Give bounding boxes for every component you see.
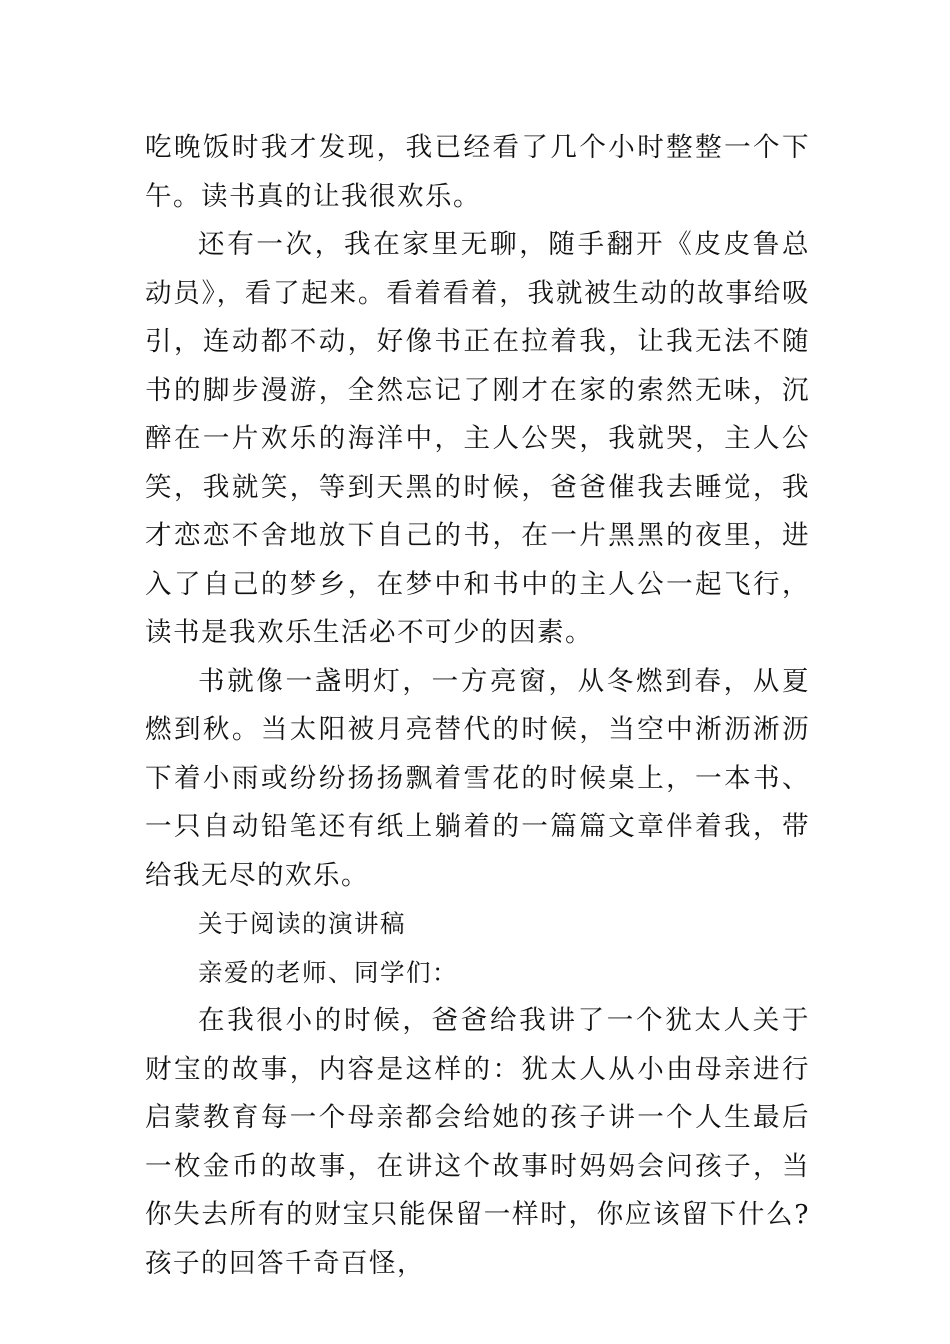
paragraph-pipilu-story: 还有一次，我在家里无聊，随手翻开《皮皮鲁总动员》，看了起来。看着看着，我就被生动的故事给吸引，连动都不动，好像书正在拉着我，让我无法不随书的脚步漫游，全然忘记了刚才在家的索然无味，沉醉在一片欢乐的海洋中，主人公哭，我就哭，主人公笑，我就笑，等到天黑的时候，爸爸催我去睡觉，我才恋恋不舍地放下自己的书，在一片黑黑的夜里，进入了自己的梦乡，在梦中和书中的主人公一起飞行，读书是我欢乐生活必不可少的因素。: [145, 229, 810, 648]
document-body: [145, 124, 810, 1288]
paragraph-book-lamp: 书就像一盏明灯，一方亮窗，从冬燃到春，从夏燃到秋。当太阳被月亮替代的时候，当空中淅沥淅沥下着小雨或纷纷扬扬飘着雪花的时候桌上，一本书、一只自动铅笔还有纸上躺着的一篇篇文章伴着我，带给我无尽的欢乐。: [145, 665, 810, 891]
paragraph-continuation: 吃晚饭时我才发现，我已经看了几个小时整整一个下午。读书真的让我很欢乐。: [145, 132, 810, 212]
speech-salutation: 亲爱的老师、同学们：: [198, 957, 458, 987]
speech-title: 关于阅读的演讲稿: [198, 909, 406, 938]
paragraph-jewish-treasure-story: 在我很小的时候，爸爸给我讲了一个犹太人关于财宝的故事，内容是这样的：犹太人从小由母亲进行启蒙教育每一个母亲都会给她的孩子讲一个人生最后一枚金币的故事，在讲这个故事时妈妈会问孩子，当你失去所有的财宝只能保留一样时，你应该留下什么?孩子的回答千奇百怪，: [145, 1005, 810, 1279]
